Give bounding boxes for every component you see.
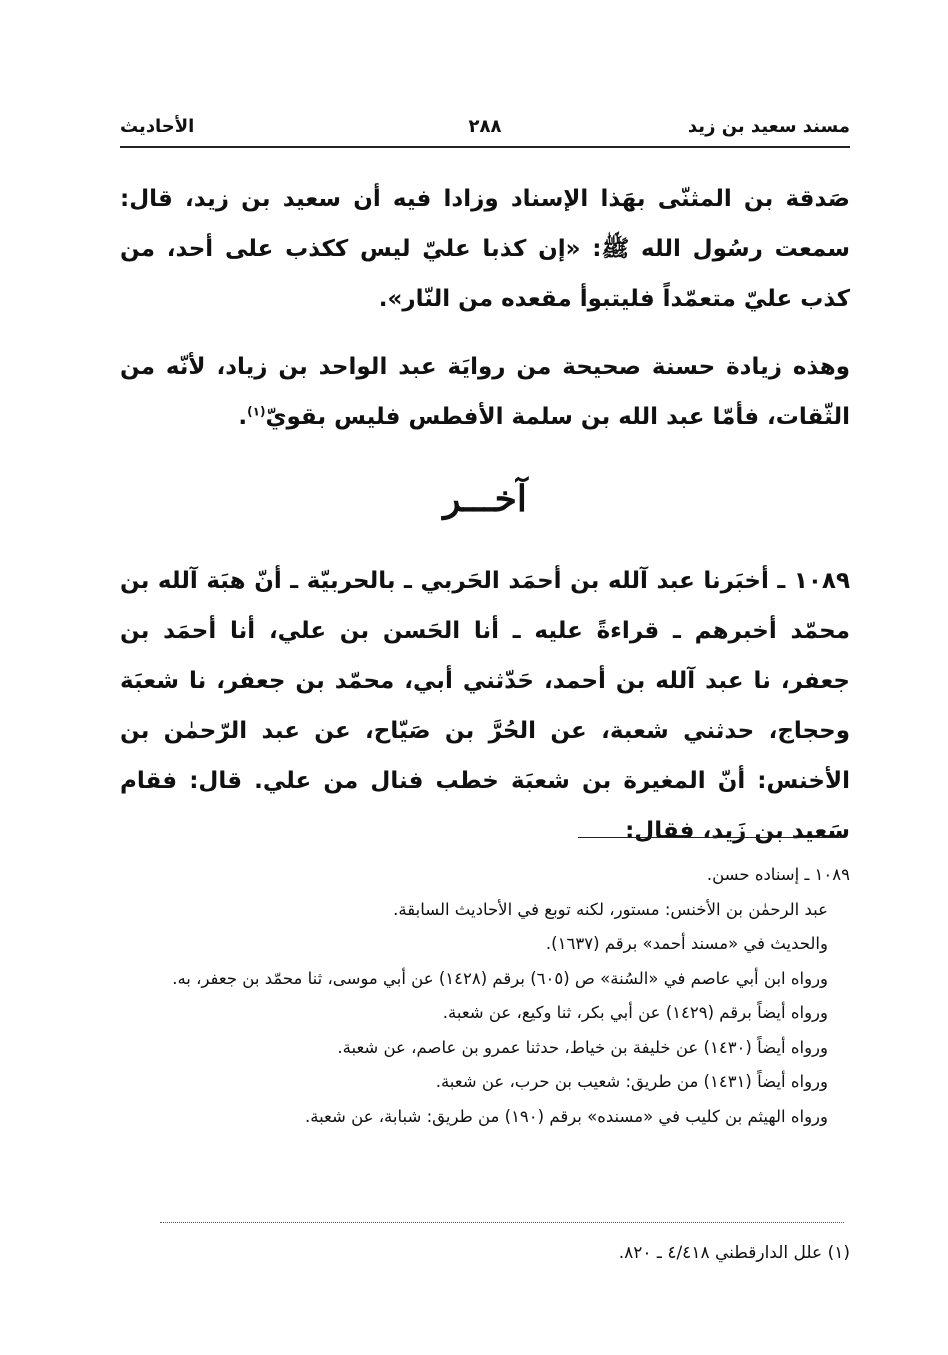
footnote-line: والحديث في «مسند أحمد» برقم (١٦٣٧). <box>545 934 828 953</box>
endnote: (١) علل الدارقطني ٤/٤١٨ ـ ٨٢٠. <box>618 1243 850 1263</box>
footnote-line: ورواه ابن أبي عاصم في «السُنة» ص (٦٠٥) برقم (١٤٢٨) عن أبي موسى، ثنا محمّد بن جعفر، به. <box>172 968 828 988</box>
paragraph-2 <box>120 342 850 442</box>
footnote-line: عبد الرحمٰن بن الأخنس: مستور، لكنه توبع في الأحاديث السابقة. <box>393 899 828 919</box>
running-title-right: مسند سعيد بن زيد <box>687 116 850 137</box>
footnote-line: ورواه الهيثم بن كليب في «مسنده» برقم (١٩٠) من طريق: شبابة، عن شعبة. <box>304 1106 828 1126</box>
page-number: ٢٨٨ <box>468 116 502 137</box>
section-title: آخـــر <box>443 478 527 520</box>
footnote-line: ورواه أيضاً (١٤٣١) من طريق: شعيب بن حرب، عن شعبة. <box>435 1072 828 1091</box>
footnote-ref[interactable]: (١) <box>247 404 266 419</box>
footnote-line: ورواه أيضاً برقم (١٤٢٩) عن أبي بكر، ثنا وكيع، عن شعبة. <box>442 1003 828 1022</box>
paragraph-2-text: وهذه زيادة حسنة صحيحة من روايَة عبد الواحد بن زياد، لأنّه من الثّقات، فأمّا عبد الله بن سلمة الأفطس فليس بقويّ <box>120 354 850 430</box>
page-header <box>120 112 850 146</box>
footnote-separator <box>578 837 844 838</box>
header-rule <box>120 146 850 148</box>
paragraph-1: صَدقة بن المثنّى بهَذا الإسناد وزادا فيه أن سعيد بن زيد، قال: سمعت رسُول الله ﷺ: «إن كذبا عليّ ليس ككذب على أحد، من كذب عليّ متعمّداً فليتبوأ مقعده من النّار». <box>120 186 850 312</box>
footnotes <box>150 858 850 1134</box>
paragraph-3: ١٠٨٩ ـ أخبَرنا عبد آلله بن أحمَد الحَربي ـ بالحربيّة ـ أنّ هبَة آلله بن محمّد أخبرهم ـ قراءةً عليه ـ أنا الحَسن بن علي، أنا أحمَد بن جعفر، نا عبد آلله بن أحمد، حَدّثني أبي، محمّد بن جعفر، نا شعبَة وحجاج، حدثني شعبة، عن الحُرَّ بن صَيّاح، عن عبد الرّحمٰن بن الأخنس: أنّ المغيرة بن شعبَة خطب فنال من علي. قال: فقام سَعيد بن زَيد، فقال: <box>120 568 850 844</box>
running-title-left: الأحاديث <box>120 116 195 137</box>
paragraph-2-end: . <box>238 404 248 430</box>
footnote-line: ١٠٨٩ ـ إسناده حسن. <box>706 865 850 884</box>
footnote-line: ورواه أيضاً (١٤٣٠) عن خليفة بن خياط، حدثنا عمرو بن عاصم، عن شعبة. <box>337 1037 828 1057</box>
endnote-separator <box>160 1222 844 1223</box>
